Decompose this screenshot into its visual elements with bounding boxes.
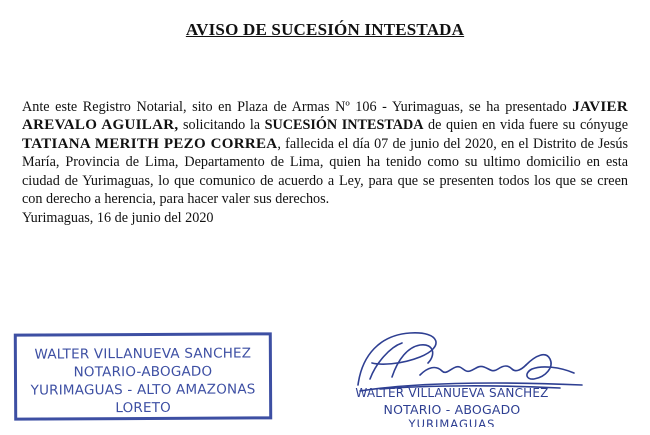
seal-line: NOTARIO - ABOGADO [383,401,521,417]
stamp-line: NOTARIO-ABOGADO [73,363,213,381]
body-text-part: , fallecida el día 07 de junio del 2020, en el Distrito de Jesús María, Provincia de Lima, Departamento de Lima, quien ha tenido como su ultimo domicilio en esta ciudad de Yurimaguas, lo que comunico de acuerdo a Ley, para que se presenten todos los que se creen con derecho a herencia, para hacer valer sus derechos. [22,135,628,208]
body-text-part: de quien en vida fuere su cónyuge [423,117,629,134]
notary-signature [350,325,590,395]
stamp-line: LORETO [115,399,172,417]
deceased-name: TATIANA MERITH PEZO CORREA [22,135,278,152]
notice-title: AVISO DE SUCESIÓN INTESTADA [185,20,465,39]
seal-line: YURIMAGUAS [408,417,496,427]
body-text-part: solicitando la [178,117,265,134]
notice-body [22,98,628,208]
applicant-name: JAVIER AREVALO AGUILAR, [22,99,628,134]
body-text-part: Ante este Registro Notarial, sito en Plaza de Armas Nº 106 - Yurimaguas, se ha presentado [22,99,573,115]
notary-seal-text [352,386,552,427]
succession-term: SUCESIÓN INTESTADA [264,117,424,134]
notary-stamp-box [14,332,272,420]
seal-line: WALTER VILLANUEVA SANCHEZ [355,386,549,400]
stamp-line: YURIMAGUAS - ALTO AMAZONAS [30,381,256,399]
place-date: Yurimaguas, 16 de junio del 2020 [22,210,214,226]
stamp-line: WALTER VILLANUEVA SANCHEZ [34,345,252,363]
